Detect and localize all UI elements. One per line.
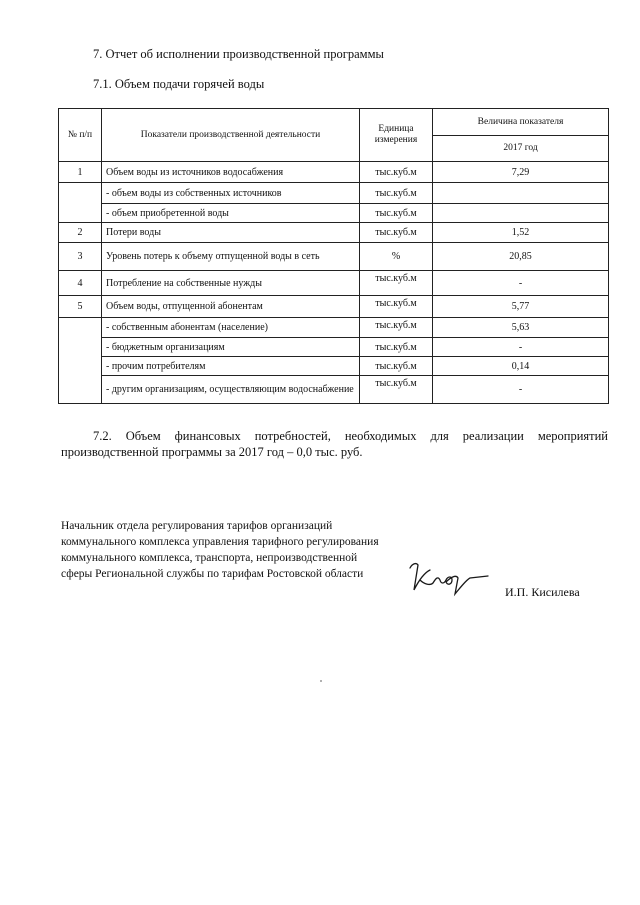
table-row — [59, 376, 609, 404]
row-unit: тыс.куб.м — [360, 357, 433, 376]
row-num: 3 — [59, 243, 102, 271]
row-label: - бюджетным организациям — [102, 338, 360, 357]
row-value — [433, 204, 609, 223]
row-value: - — [433, 376, 609, 404]
signatory-position: Начальник отдела регулирования тарифов организаций коммунального комплекса управления тарифного регулирования коммунального комплекса, транспорта, непроизводственной сферы Региональной службы по тарифам Ростовской области — [61, 520, 379, 580]
hot-water-table — [58, 108, 609, 404]
table-row — [59, 357, 609, 376]
row-unit: тыс.куб.м — [360, 271, 433, 296]
row-label: Объем воды, отпущенной абонентам — [102, 296, 360, 318]
table-row — [59, 318, 609, 338]
signatory-name: И.П. Кисилева — [505, 585, 580, 599]
row-num — [59, 318, 102, 404]
row-label: Уровень потерь к объему отпущенной воды в сеть — [102, 243, 360, 271]
row-unit: тыс.куб.м — [360, 204, 433, 223]
table-row — [59, 338, 609, 357]
row-unit: тыс.куб.м — [360, 223, 433, 243]
header-year: 2017 год — [433, 136, 609, 162]
row-label: Потребление на собственные нужды — [102, 271, 360, 296]
row-value — [433, 183, 609, 204]
row-num: 5 — [59, 296, 102, 318]
header-value-group: Величина показателя — [433, 109, 609, 136]
table-row — [59, 204, 609, 223]
row-value: 0,14 — [433, 357, 609, 376]
row-num: 1 — [59, 162, 102, 183]
section-title: 7. Отчет об исполнении производственной программы — [93, 47, 384, 61]
row-num: 2 — [59, 223, 102, 243]
row-unit: тыс.куб.м — [360, 183, 433, 204]
row-label: Потери воды — [102, 223, 360, 243]
row-value: 1,52 — [433, 223, 609, 243]
financial-needs-paragraph: 7.2. Объем финансовых потребностей, необходимых для реализации мероприятий производственной программы за 2017 год – 0,0 тыс. руб. — [61, 429, 608, 459]
row-unit: тыс.куб.м — [360, 296, 433, 318]
row-value: - — [433, 271, 609, 296]
row-unit: тыс.куб.м — [360, 162, 433, 183]
table-row — [59, 271, 609, 296]
section-subtitle: 7.1. Объем подачи горячей воды — [93, 77, 265, 91]
row-label: - объем приобретенной воды — [102, 204, 360, 223]
row-value: 5,77 — [433, 296, 609, 318]
row-unit: тыс.куб.м — [360, 318, 433, 338]
row-label: - прочим потребителям — [102, 357, 360, 376]
header-indicator: Показатели производственной деятельности — [102, 109, 360, 162]
row-value: 5,63 — [433, 318, 609, 338]
row-num: 4 — [59, 271, 102, 296]
row-label: - другим организациям, осуществляющим водоснабжение — [102, 376, 360, 404]
row-num — [59, 183, 102, 223]
table-row — [59, 223, 609, 243]
row-label: Объем воды из источников водосабжения — [102, 162, 360, 183]
row-value: 7,29 — [433, 162, 609, 183]
row-label: - объем воды из собственных источников — [102, 183, 360, 204]
table-row — [59, 296, 609, 318]
table-row — [59, 183, 609, 204]
signature-image — [400, 550, 495, 600]
row-value: - — [433, 338, 609, 357]
row-unit: тыс.куб.м — [360, 338, 433, 357]
row-unit: тыс.куб.м — [360, 376, 433, 404]
row-label: - собственным абонентам (население) — [102, 318, 360, 338]
table-row — [59, 162, 609, 183]
header-unit: Единица измерения — [360, 109, 433, 162]
table-row — [59, 243, 609, 271]
header-num: № п/п — [59, 109, 102, 162]
row-value: 20,85 — [433, 243, 609, 271]
row-unit: % — [360, 243, 433, 271]
scan-speck — [320, 680, 322, 682]
